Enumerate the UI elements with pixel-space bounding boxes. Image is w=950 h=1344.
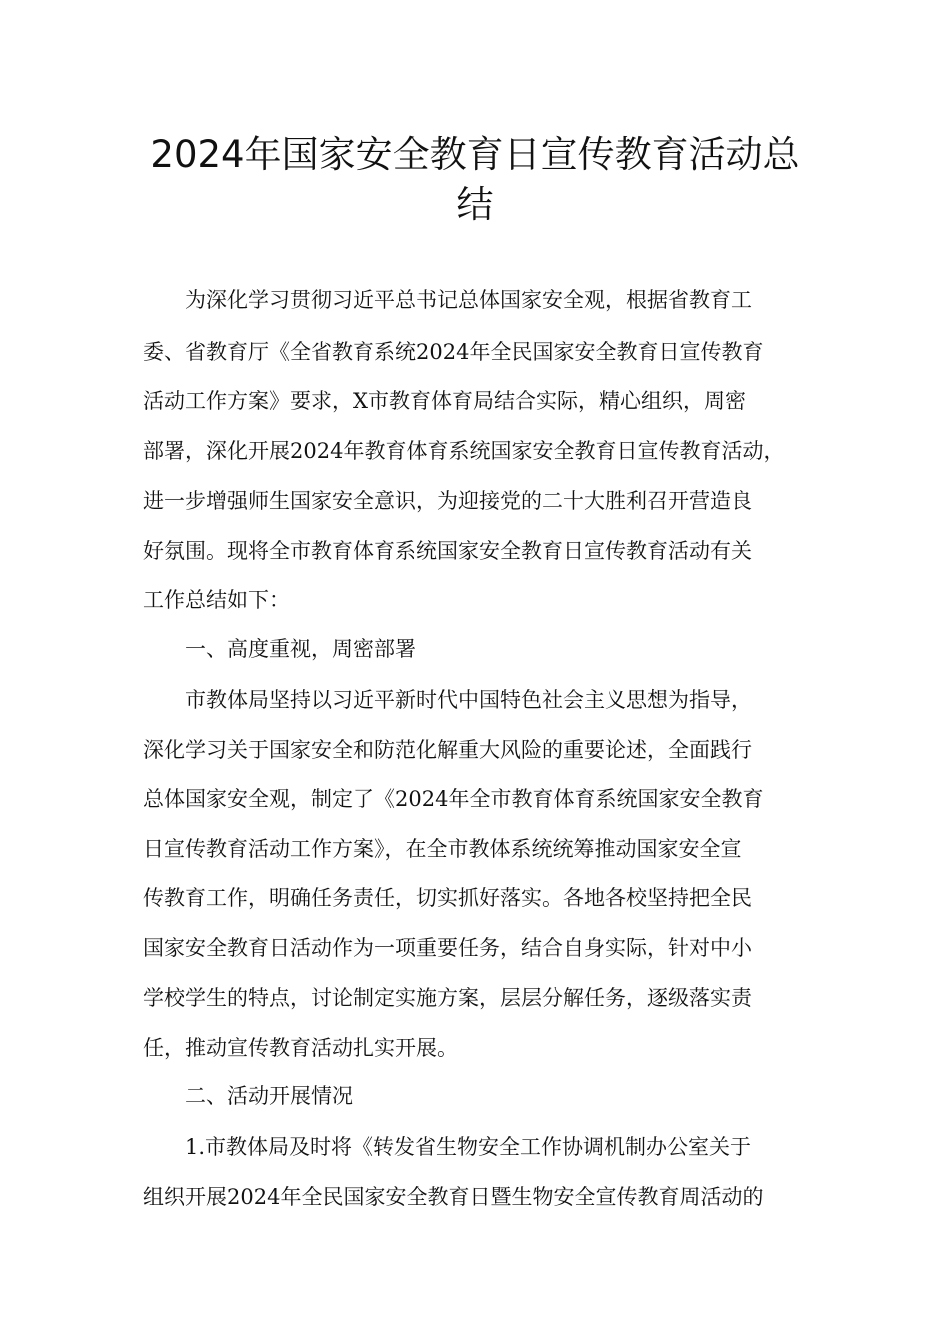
body-text-line: 为深化学习贯彻习近平总书记总体国家安全观，根据省教育工 [143, 288, 752, 312]
body-text-line: 组织开展2024年全民国家安全教育日暨生物安全宣传教育周活动的 [143, 1185, 764, 1209]
section-heading: 二、活动开展情况 [143, 1084, 353, 1108]
document-title-line-2: 结 [456, 183, 494, 226]
document-title-line-1: 2024年国家安全教育日宣传教育活动总 [150, 133, 800, 176]
body-text-line: 传教育工作，明确任务责任，切实抓好落实。各地各校坚持把全民 [143, 886, 752, 910]
body-text-line: 好氛围。现将全市教育体育系统国家安全教育日宣传教育活动有关 [143, 539, 752, 563]
body-text-line: 国家安全教育日活动作为一项重要任务，结合自身实际，针对中小 [143, 936, 752, 960]
body-text-line: 工作总结如下： [143, 588, 290, 612]
body-text-line: 活动工作方案》要求，X市教育体育局结合实际，精心组织，周密 [143, 389, 746, 413]
body-text-line: 学校学生的特点，讨论制定实施方案，层层分解任务，逐级落实责 [143, 986, 752, 1010]
body-text-line: 进一步增强师生国家安全意识，为迎接党的二十大胜利召开营造良 [143, 489, 752, 513]
section-heading: 一、高度重视，周密部署 [143, 637, 416, 661]
body-text-line: 任，推动宣传教育活动扎实开展。 [143, 1036, 458, 1060]
body-text-line: 总体国家安全观，制定了《2024年全市教育体育系统国家安全教育 [143, 787, 764, 811]
body-text-line: 深化学习关于国家安全和防范化解重大风险的重要论述，全面践行 [143, 738, 752, 762]
body-text-line: 部署，深化开展2024年教育体育系统国家安全教育日宣传教育活动， [143, 439, 785, 463]
body-text-line: 委、省教育厅《全省教育系统2024年全民国家安全教育日宣传教育 [143, 340, 764, 364]
body-text-line: 1.市教体局及时将《转发省生物安全工作协调机制办公室关于 [143, 1135, 752, 1159]
body-text-line: 市教体局坚持以习近平新时代中国特色社会主义思想为指导， [143, 688, 752, 712]
body-text-line: 日宣传教育活动工作方案》，在全市教体系统统筹推动国家安全宣 [143, 837, 742, 861]
